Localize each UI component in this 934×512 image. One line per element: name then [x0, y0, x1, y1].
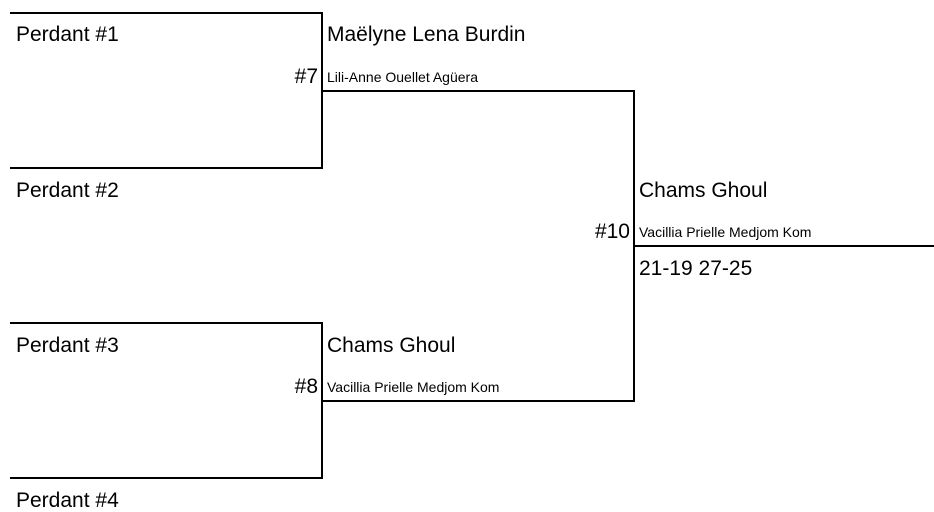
match-10-seed: #10	[594, 220, 630, 243]
perdant-1-label: Perdant #1	[16, 23, 119, 46]
perdant-2-label: Perdant #2	[16, 179, 119, 202]
bracket-line-match-7	[321, 90, 635, 92]
bracket-line-match-8	[321, 400, 635, 402]
match-10-team-line2: Vacillia Prielle Medjom Kom	[639, 224, 812, 240]
perdant-4-label: Perdant #4	[16, 489, 119, 512]
match-10-team-line1: Chams Ghoul	[639, 179, 768, 202]
match-7-team-line2: Lili-Anne Ouellet Agüera	[327, 69, 478, 85]
perdant-3-label: Perdant #3	[16, 334, 119, 357]
match-7-seed: #7	[294, 65, 318, 88]
match-10-score: 21-19 27-25	[639, 257, 753, 280]
bracket-line-perdant-3	[10, 322, 323, 324]
match-8-team-line2: Vacillia Prielle Medjom Kom	[327, 379, 500, 395]
bracket-line-match-10	[633, 245, 934, 247]
match-8-team-line1: Chams Ghoul	[327, 334, 456, 357]
match-7-team-line1: Maëlyne Lena Burdin	[327, 23, 526, 46]
bracket-line-perdant-1	[10, 12, 323, 14]
bracket-line-perdant-4	[10, 477, 323, 479]
bracket-line-perdant-2	[10, 167, 323, 169]
match-8-seed: #8	[294, 375, 318, 398]
